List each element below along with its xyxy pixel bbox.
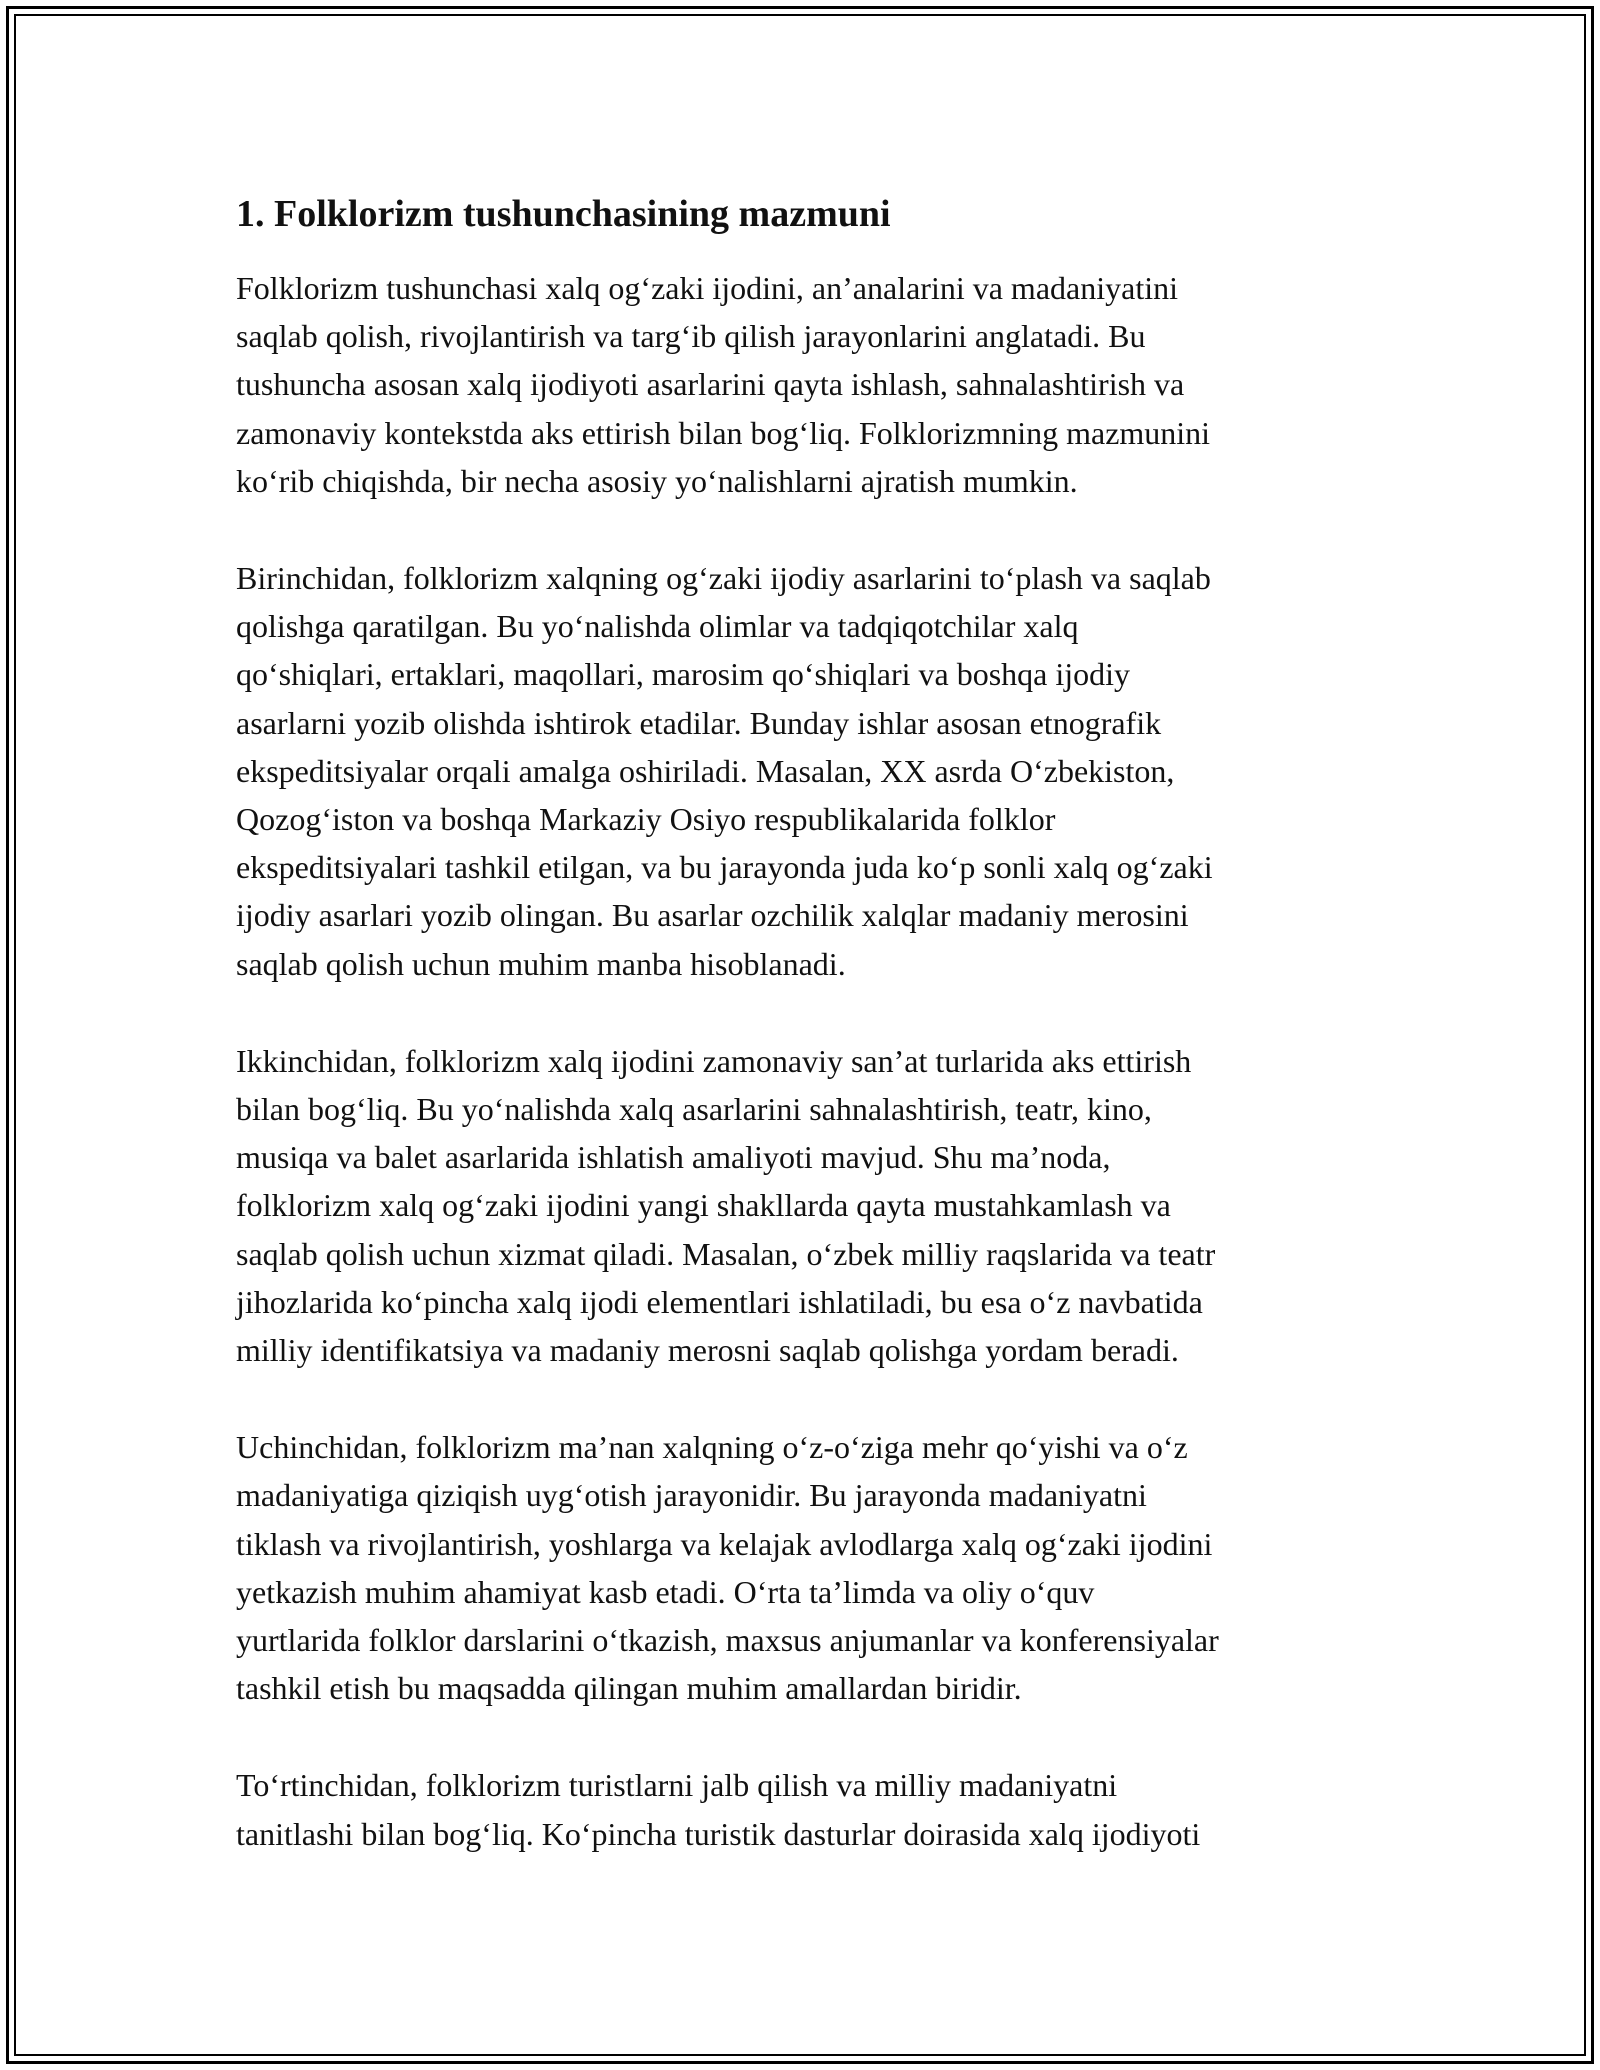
text-line: jihozlarida ko‘pincha xalq ijodi elementlari ishlatiladi, bu esa o‘z navbatida xyxy=(236,1283,1203,1320)
paragraph-3 xyxy=(236,1037,1366,1374)
document-body xyxy=(236,190,1366,1907)
text-line: To‘rtinchidan, folklorizm turistlarni jalb qilish va milliy madaniyatni xyxy=(236,1767,1118,1804)
section-heading: 1. Folklorizm tushunchasining mazmuni xyxy=(236,193,891,235)
paragraph-1 xyxy=(236,264,1366,505)
text-line: Birinchidan, folklorizm xalqning og‘zaki ijodiy asarlarini to‘plash va saqlab xyxy=(236,560,1211,597)
text-line: ijodiy asarlari yozib olingan. Bu asarlar ozchilik xalqlar madaniy merosini xyxy=(236,897,1189,934)
text-line: Qozog‘iston va boshqa Markaziy Osiyo respublikalarida folklor xyxy=(236,801,1056,838)
text-line: Uchinchidan, folklorizm ma’nan xalqning o‘z-o‘ziga mehr qo‘yishi va o‘z xyxy=(236,1429,1188,1466)
text-line: tashkil etish bu maqsadda qilingan muhim amallardan biridir. xyxy=(236,1670,1022,1707)
paragraph-5 xyxy=(236,1761,1366,1857)
text-line: yetkazish muhim ahamiyat kasb etadi. O‘rta ta’limda va oliy o‘quv xyxy=(236,1573,1095,1610)
text-line: saqlab qolish uchun muhim manba hisoblanadi. xyxy=(236,945,846,982)
text-line: tanitlashi bilan bog‘liq. Ko‘pincha turistik dasturlar doirasida xalq ijodiyoti xyxy=(236,1815,1201,1852)
text-line: saqlab qolish, rivojlantirish va targ‘ib qilish jarayonlarini anglatadi. Bu xyxy=(236,318,1146,355)
paragraph-4 xyxy=(236,1423,1366,1712)
text-line: ko‘rib chiqishda, bir necha asosiy yo‘nalishlarni ajratish mumkin. xyxy=(236,462,1078,499)
paragraph-2 xyxy=(236,554,1366,988)
text-line: milliy identifikatsiya va madaniy merosni saqlab qolishga yordam beradi. xyxy=(236,1332,1179,1369)
text-line: qolishga qaratilgan. Bu yo‘nalishda olimlar va tadqiqotchilar xalq xyxy=(236,608,1079,645)
text-line: yurtlarida folklor darslarini o‘tkazish, maxsus anjumanlar va konferensiyalar xyxy=(236,1622,1219,1659)
text-line: asarlarni yozib olishda ishtirok etadilar. Bunday ishlar asosan etnografik xyxy=(236,704,1162,741)
text-line: bilan bog‘liq. Bu yo‘nalishda xalq asarlarini sahnalashtirish, teatr, kino, xyxy=(236,1091,1152,1128)
text-line: Ikkinchidan, folklorizm xalq ijodini zamonaviy san’at turlarida aks ettirish xyxy=(236,1042,1192,1079)
text-line: qo‘shiqlari, ertaklari, maqollari, marosim qo‘shiqlari va boshqa ijodiy xyxy=(236,656,1131,693)
text-line: musiqa va balet asarlarida ishlatish amaliyoti mavjud. Shu ma’noda, xyxy=(236,1139,1111,1176)
text-line: madaniyatiga qiziqish uyg‘otish jarayonidir. Bu jarayonda madaniyatni xyxy=(236,1477,1147,1514)
text-line: tiklash va rivojlantirish, yoshlarga va kelajak avlodlarga xalq og‘zaki ijodini xyxy=(236,1525,1213,1562)
text-line: tushuncha asosan xalq ijodiyoti asarlarini qayta ishlash, sahnalashtirish va xyxy=(236,366,1185,403)
text-line: saqlab qolish uchun xizmat qiladi. Masalan, o‘zbek milliy raqslarida va teatr xyxy=(236,1235,1216,1272)
text-line: ekspeditsiyalar orqali amalga oshiriladi. Masalan, XX asrda O‘zbekiston, xyxy=(236,752,1175,789)
text-line: ekspeditsiyalari tashkil etilgan, va bu jarayonda juda ko‘p sonli xalq og‘zaki xyxy=(236,849,1213,886)
text-line: Folklorizm tushunchasi xalq og‘zaki ijodini, an’analarini va madaniyatini xyxy=(236,270,1178,306)
text-line: zamonaviy kontekstda aks ettirish bilan bog‘liq. Folklorizmning mazmunini xyxy=(236,414,1211,451)
text-line: folklorizm xalq og‘zaki ijodini yangi shakllarda qayta mustahkamlash va xyxy=(236,1187,1171,1224)
